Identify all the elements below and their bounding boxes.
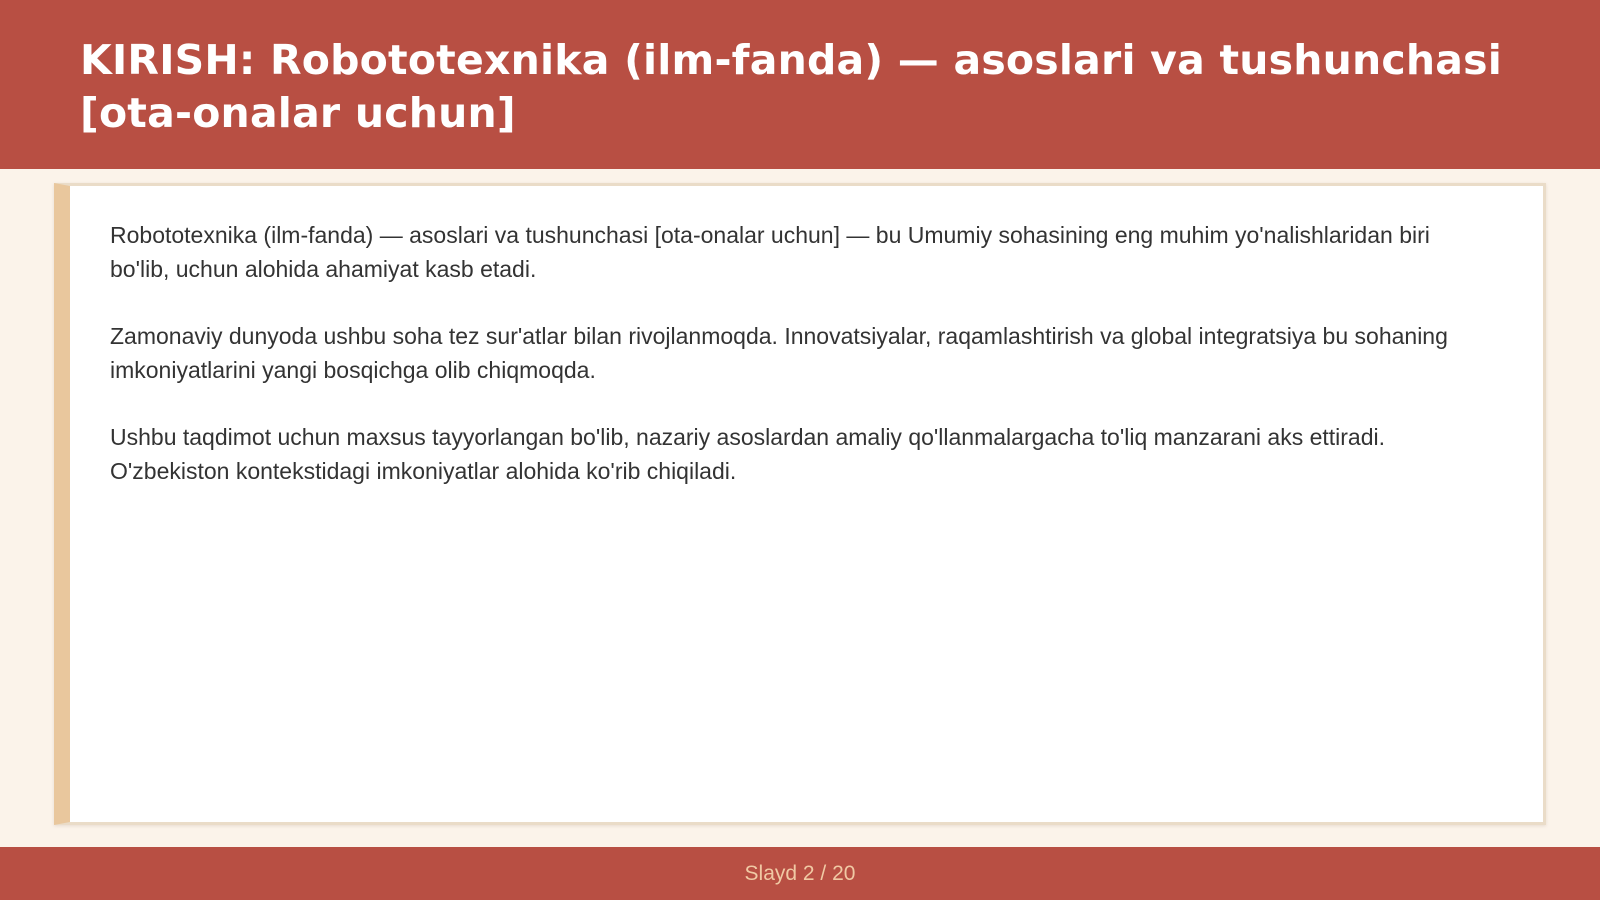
modern-world-paragraph: Zamonaviy dunyoda ushbu soha tez sur'atlar bilan rivojlanmoqda. Innovatsiyalar, raqamlashtirish va global integratsiya bu sohaning imkoniyatlarini yangi bosqichga olib chiqmoqda. <box>110 323 1448 383</box>
intro-paragraph: Robototexnika (ilm-fanda) — asoslari va tushunchasi [ota-onalar uchun] — bu Umumiy sohasining eng muhim yo'nalishlaridan biri bo'lib, uchun alohida ahamiyat kasb etadi. <box>110 222 1430 282</box>
slide-title: KIRISH: Robototexnika (ilm-fanda) — asoslari va tushunchasi [ota-onalar uchun] <box>80 36 1503 137</box>
content-card <box>54 183 1546 825</box>
presentation-paragraph: Ushbu taqdimot uchun maxsus tayyorlangan bo'lib, nazariy asoslardan amaliy qo'llanmalargacha to'liq manzarani aks ettiradi. O'zbekiston kontekstidagi imkoniyatlar alohida ko'rib chiqiladi. <box>110 424 1386 484</box>
slide-header <box>0 0 1600 169</box>
slide-footer <box>0 847 1600 900</box>
slide-number: Slayd 2 / 20 <box>744 861 856 885</box>
